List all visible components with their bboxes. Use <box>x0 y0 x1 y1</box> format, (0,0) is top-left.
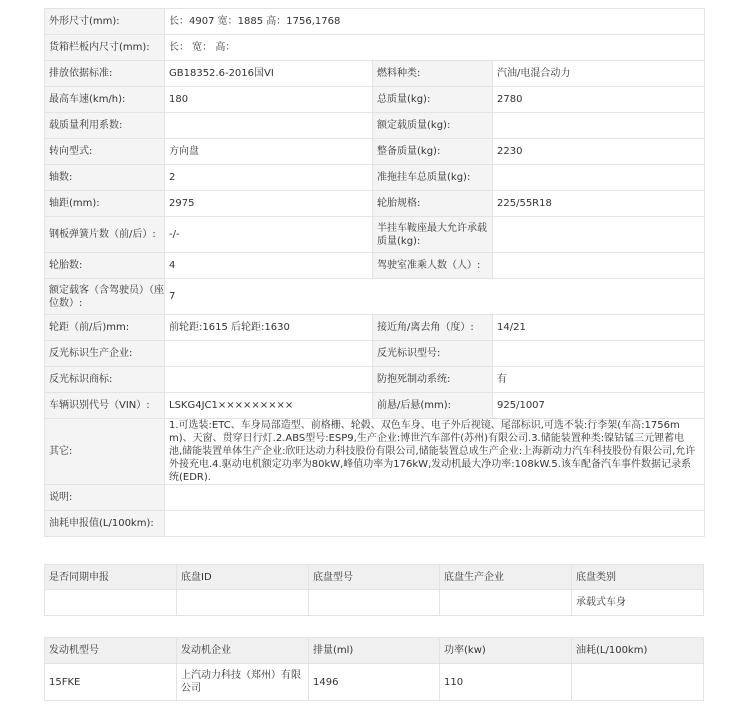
engine-cell <box>572 664 704 701</box>
spec-label: 载质量利用系数: <box>45 113 165 139</box>
spec-label: 反光标识型号: <box>373 341 493 367</box>
spec-value: GB18352.6-2016国VI <box>165 61 373 87</box>
spec-row <box>45 485 705 511</box>
engine-header-cell: 功率(kw) <box>440 638 572 664</box>
spec-row <box>45 9 705 35</box>
chassis-data-row <box>45 590 704 616</box>
spec-row <box>45 253 705 279</box>
spec-value <box>493 217 705 253</box>
spec-label: 驾驶室准乘人数（人）: <box>373 253 493 279</box>
engine-header-cell: 发动机型号 <box>45 638 177 664</box>
spec-row <box>45 393 705 419</box>
spec-label: 半挂车鞍座最大允许承载质量(kg): <box>373 217 493 253</box>
chassis-table <box>44 564 704 616</box>
chassis-cell <box>440 590 572 616</box>
spec-row <box>45 191 705 217</box>
spec-label: 说明: <box>45 485 165 511</box>
spec-label: 货箱栏板内尺寸(mm): <box>45 35 165 61</box>
chassis-header-cell: 底盘型号 <box>309 565 440 590</box>
spec-label: 轮距（前/后)mm: <box>45 315 165 341</box>
spec-label: 准拖挂车总质量(kg): <box>373 165 493 191</box>
spec-label: 接近角/离去角（度）: <box>373 315 493 341</box>
spec-value <box>165 367 373 393</box>
spec-label: 轴距(mm): <box>45 191 165 217</box>
spec-row <box>45 279 705 315</box>
spec-label: 转向型式: <box>45 139 165 165</box>
spec-value <box>493 165 705 191</box>
spec-label: 总质量(kg): <box>373 87 493 113</box>
spec-value: 2 <box>165 165 373 191</box>
spec-label: 整备质量(kg): <box>373 139 493 165</box>
spec-value <box>165 113 373 139</box>
spec-value: 14/21 <box>493 315 705 341</box>
spec-row <box>45 61 705 87</box>
spec-label: 反光标识商标: <box>45 367 165 393</box>
spec-label: 轴数: <box>45 165 165 191</box>
spec-row <box>45 367 705 393</box>
vehicle-spec-table <box>44 8 705 537</box>
spec-value: 180 <box>165 87 373 113</box>
chassis-header-cell: 底盘生产企业 <box>440 565 572 590</box>
engine-header-cell: 发动机企业 <box>177 638 309 664</box>
chassis-cell: 承载式车身 <box>572 590 704 616</box>
spec-value <box>165 511 705 537</box>
spec-value: 225/55R18 <box>493 191 705 217</box>
chassis-cell <box>177 590 309 616</box>
spec-value: LSKG4JC1××××××××× <box>165 393 373 419</box>
chassis-cell <box>45 590 177 616</box>
spec-label: 车辆识别代号（VIN）: <box>45 393 165 419</box>
spec-label: 额定载质量(kg): <box>373 113 493 139</box>
spec-label: 外形尺寸(mm): <box>45 9 165 35</box>
spec-value: 汽油/电混合动力 <box>493 61 705 87</box>
engine-header-cell: 排量(ml) <box>309 638 440 664</box>
spec-label: 钢板弹簧片数（前/后）: <box>45 217 165 253</box>
spec-value: 长： 宽： 高： <box>165 35 705 61</box>
spec-value: 7 <box>165 279 705 315</box>
spec-value: -/- <box>165 217 373 253</box>
engine-data-row <box>45 664 704 701</box>
spec-value: 1.可选装:ETC、车身局部造型、前格栅、轮毂、双色车身、电子外后视镜、尾部标识,可选不装:行李架(车高:1756mm)、天窗、贯穿日行灯.2.ABS型号:ESP9,生产企业:博世汽车部件(苏州)有限公司.3.储能装置种类:镍钴锰三元锂蓄电池,储能装置单体生产企业:欣旺达动力科技股份有限公司,储能装置总成生产企业:上海新动力汽车科技股份有限公司,允许外接充电.4.驱动电机额定功率为80kW,峰值功率为176kW,发动机最大净功率:108kW.5.该车配备汽车事件数据记录系统(EDR). <box>165 419 705 485</box>
spec-label: 油耗申报值(L/100km): <box>45 511 165 537</box>
engine-cell: 1496 <box>309 664 440 701</box>
spec-label: 反光标识生产企业: <box>45 341 165 367</box>
spec-label: 防抱死制动系统: <box>373 367 493 393</box>
engine-cell: 110 <box>440 664 572 701</box>
spec-value <box>493 341 705 367</box>
engine-header-row <box>45 638 704 664</box>
spec-label: 排放依据标准: <box>45 61 165 87</box>
spec-row <box>45 113 705 139</box>
spec-row <box>45 511 705 537</box>
spec-row <box>45 315 705 341</box>
spec-label: 轮胎数: <box>45 253 165 279</box>
engine-table <box>44 637 704 701</box>
spec-value: 2975 <box>165 191 373 217</box>
spec-value: 方向盘 <box>165 139 373 165</box>
spec-value: 2230 <box>493 139 705 165</box>
spec-value: 925/1007 <box>493 393 705 419</box>
spec-row <box>45 87 705 113</box>
chassis-header-cell: 是否同期申报 <box>45 565 177 590</box>
spec-value: 长：4907 宽：1885 高：1756,1768 <box>165 9 705 35</box>
engine-header-cell: 油耗(L/100km) <box>572 638 704 664</box>
spec-row <box>45 165 705 191</box>
spec-label: 最高车速(km/h): <box>45 87 165 113</box>
spec-row <box>45 217 705 253</box>
spec-value: 有 <box>493 367 705 393</box>
engine-cell: 上汽动力科技（郑州）有限公司 <box>177 664 309 701</box>
chassis-header-cell: 底盘ID <box>177 565 309 590</box>
spec-value <box>493 113 705 139</box>
spec-value <box>165 341 373 367</box>
spec-row <box>45 419 705 485</box>
spec-row <box>45 139 705 165</box>
chassis-header-cell: 底盘类别 <box>572 565 704 590</box>
spec-label: 前悬/后悬(mm): <box>373 393 493 419</box>
spec-value <box>493 253 705 279</box>
engine-cell: 15FKE <box>45 664 177 701</box>
chassis-cell <box>309 590 440 616</box>
spec-label: 其它: <box>45 419 165 485</box>
spec-label: 轮胎规格: <box>373 191 493 217</box>
spec-value <box>165 485 705 511</box>
spec-value: 4 <box>165 253 373 279</box>
spec-value: 2780 <box>493 87 705 113</box>
spec-label: 额定载客（含驾驶员）（座位数）: <box>45 279 165 315</box>
chassis-header-row <box>45 565 704 590</box>
spec-row <box>45 35 705 61</box>
spec-value: 前轮距:1615 后轮距:1630 <box>165 315 373 341</box>
spec-row <box>45 341 705 367</box>
spec-label: 燃料种类: <box>373 61 493 87</box>
